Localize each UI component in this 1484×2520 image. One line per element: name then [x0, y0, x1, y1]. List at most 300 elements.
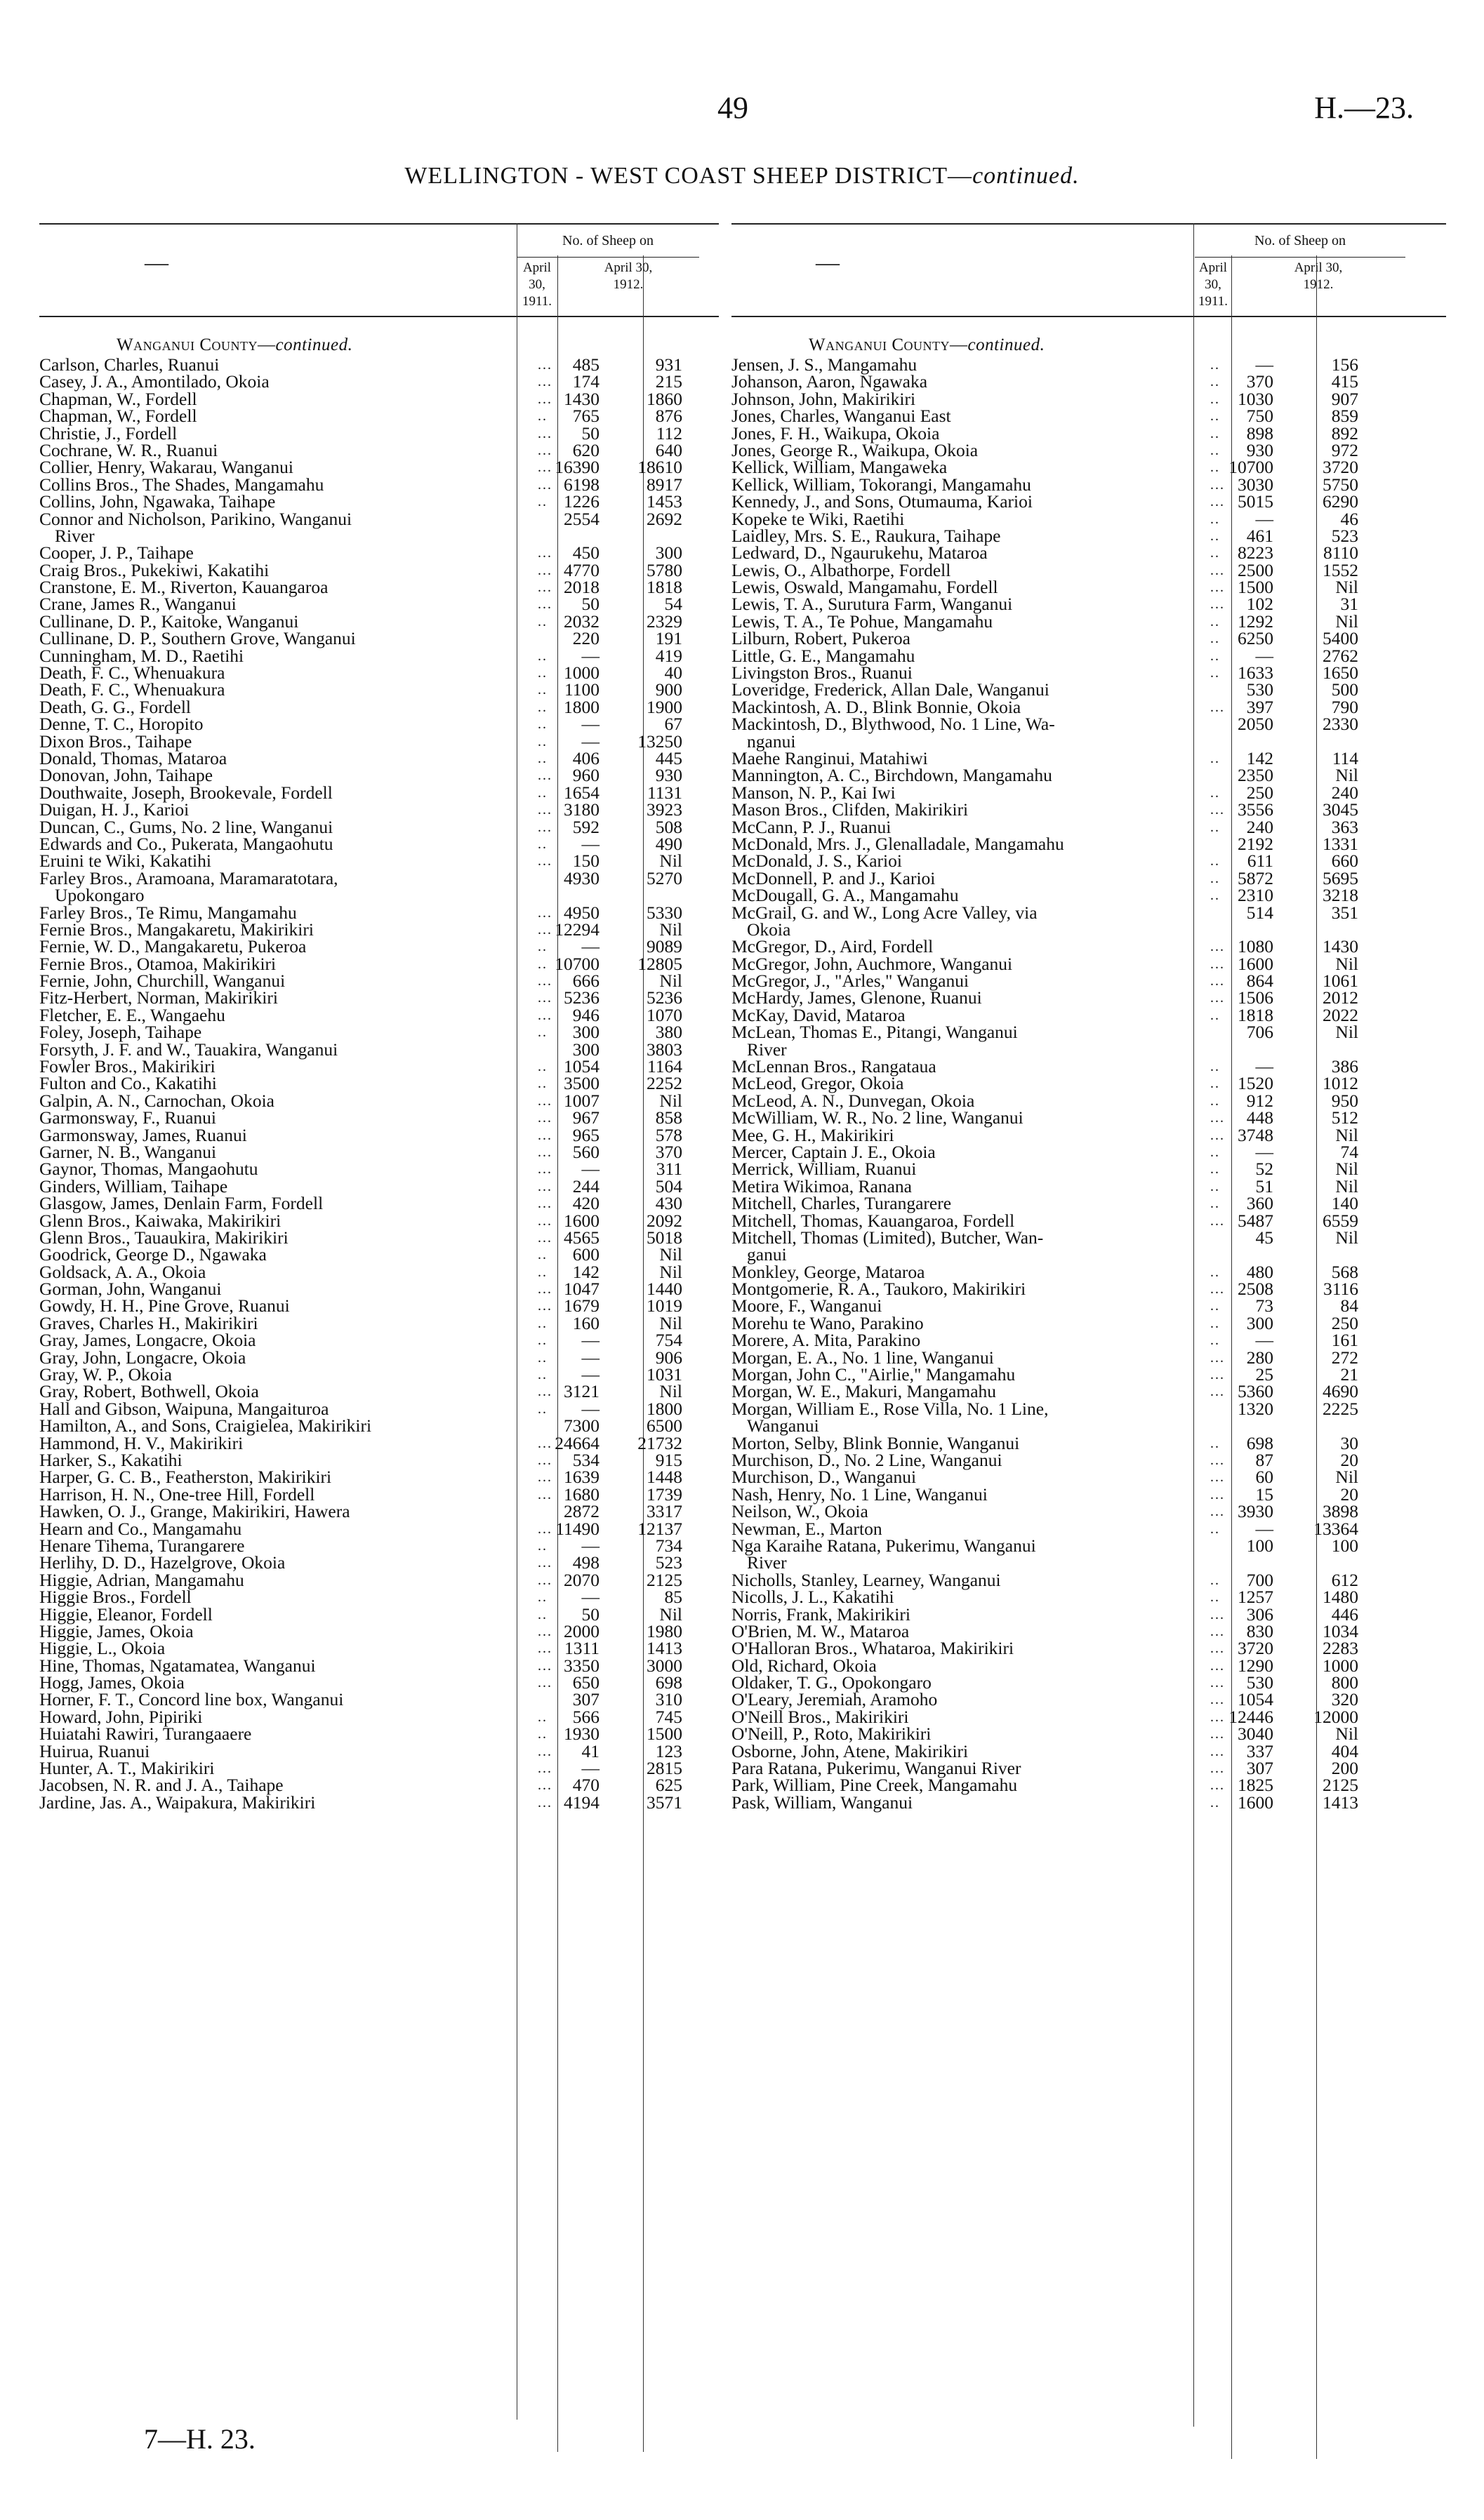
value-1912: 446 — [1331, 1604, 1358, 1625]
value-1911: 406 — [572, 747, 599, 768]
section-heading — [39, 334, 719, 356]
row-name: Ginders, William, Taihape — [39, 1175, 228, 1196]
row-name: Newman, E., Marton — [731, 1518, 882, 1539]
value-1911: 7300 — [564, 1415, 599, 1436]
value-1912: 3218 — [1323, 885, 1358, 906]
right-table — [731, 223, 1446, 1813]
value-1911: 1930 — [564, 1724, 599, 1745]
value-1911: 4770 — [564, 559, 599, 580]
value-1911: — — [581, 1159, 599, 1180]
value-1912: 31 — [1340, 594, 1358, 615]
leader-dots: .. — [538, 836, 548, 852]
row-name: Glenn Bros., Tauaukira, Makirikiri — [39, 1227, 289, 1248]
value-1912: 5330 — [647, 902, 682, 923]
value-1912: 1034 — [1323, 1620, 1358, 1641]
value-1911: 3180 — [564, 799, 599, 820]
leader-dots: ... — [1210, 494, 1225, 510]
value-1911: 1290 — [1238, 1655, 1273, 1676]
row-name: Collins, John, Ngawaka, Taihape — [39, 491, 276, 512]
row-name-continuation: Okoia — [747, 919, 791, 940]
row-name: Douthwaite, Joseph, Brookevale, Fordell — [39, 782, 333, 803]
table-header — [731, 223, 1446, 317]
leader-dots: ... — [538, 1281, 552, 1298]
value-1912: 2022 — [1323, 1004, 1358, 1025]
leader-dots: ... — [538, 1127, 552, 1143]
row-name: Death, F. C., Whenuakura — [39, 679, 225, 700]
value-1911: 1257 — [1238, 1587, 1273, 1608]
row-name: McDonnell, P. and J., Karioi — [731, 867, 936, 888]
value-1912: 2815 — [647, 1758, 682, 1779]
value-1911: 706 — [1246, 1022, 1273, 1043]
row-name: Lewis, Oswald, Mangamahu, Fordell — [731, 577, 998, 598]
row-name: Gowdy, H. H., Pine Grove, Ruanui — [39, 1295, 290, 1316]
leader-dots: .. — [1210, 888, 1220, 904]
value-1911: 52 — [1255, 1159, 1273, 1180]
leader-dots: ... — [1210, 1606, 1225, 1622]
value-1911: 142 — [572, 1261, 599, 1282]
leader-dots: .. — [538, 1367, 548, 1383]
row-name: Little, G. E., Mangamahu — [731, 645, 915, 666]
leader-dots: .. — [1210, 1093, 1220, 1109]
value-1912: 1448 — [647, 1467, 682, 1488]
value-1911: — — [581, 833, 599, 854]
row-name: Morgan, W. E., Makuri, Mangamahu — [731, 1381, 997, 1402]
row-name: Gray, James, Longacre, Okoia — [39, 1330, 256, 1351]
table-row — [39, 716, 719, 733]
row-name: Lewis, T. A., Surutura Farm, Wanganui — [731, 594, 1013, 615]
value-1911: 700 — [1246, 1569, 1273, 1590]
value-1911: 1047 — [564, 1279, 599, 1300]
value-1912: 1031 — [647, 1364, 682, 1385]
value-1911: 2554 — [564, 508, 599, 529]
leader-dots: .. — [538, 408, 548, 425]
value-1911: 41 — [581, 1740, 599, 1761]
value-1912: 140 — [1331, 1193, 1358, 1214]
value-1911: 4565 — [564, 1227, 599, 1248]
value-1912: 12805 — [637, 953, 682, 974]
header-line: 1912. — [613, 277, 644, 292]
leader-dots: ... — [1210, 1486, 1225, 1502]
value-1911: — — [581, 1330, 599, 1351]
value-1912: 419 — [655, 645, 682, 666]
value-1911: 6198 — [564, 474, 599, 495]
title-main: WELLINGTON - WEST COAST SHEEP DISTRICT— — [404, 163, 973, 189]
value-1911: 698 — [1246, 1432, 1273, 1453]
value-1912: 12137 — [637, 1518, 682, 1539]
value-1911: 2192 — [1238, 833, 1273, 854]
leader-dots: ... — [538, 1384, 552, 1400]
value-1911: 3556 — [1238, 799, 1273, 820]
leader-dots: ... — [1210, 1213, 1225, 1229]
value-1912: 112 — [656, 422, 682, 444]
row-name: Duncan, C., Gums, No. 2 line, Wanganui — [39, 816, 333, 837]
leader-dots: .. — [1210, 1572, 1220, 1588]
column-1912-header — [1231, 260, 1405, 293]
row-name: Christie, J., Fordell — [39, 422, 178, 444]
leader-dots: ... — [538, 1196, 552, 1212]
row-name: Mason Bros., Clifden, Makirikiri — [731, 799, 969, 820]
leader-dots: .. — [538, 1606, 548, 1622]
value-1911: — — [1255, 508, 1273, 529]
value-1911: 1292 — [1238, 611, 1273, 632]
table-row — [731, 1229, 1446, 1246]
leader-dots: ... — [538, 357, 552, 373]
value-1912: 363 — [1331, 816, 1358, 837]
leader-dots: ... — [1210, 973, 1225, 989]
footer-code: 7—H. 23. — [144, 2423, 256, 2455]
leader-dots: ... — [538, 374, 552, 390]
value-1911: 4950 — [564, 902, 599, 923]
value-1911: 5872 — [1238, 867, 1273, 888]
value-1912: 2225 — [1323, 1398, 1358, 1419]
value-1912: 1818 — [647, 577, 682, 598]
row-name: Chapman, W., Fordell — [39, 388, 197, 409]
value-1912: 2125 — [1323, 1775, 1358, 1796]
value-1911: 4930 — [564, 867, 599, 888]
row-name: Dixon Bros., Taihape — [39, 731, 192, 752]
leader-dots: ... — [538, 545, 552, 561]
value-1912: 5695 — [1323, 867, 1358, 888]
row-name: Mitchell, Thomas (Limited), Butcher, Wan- — [731, 1227, 1044, 1248]
value-1912: 84 — [1340, 1295, 1358, 1316]
row-name: Hammond, H. V., Makirikiri — [39, 1432, 244, 1453]
row-name: Connor and Nicholson, Parikino, Wanganui — [39, 508, 352, 529]
row-name: Harrison, H. N., One-tree Hill, Fordell — [39, 1484, 315, 1505]
leader-dots: ... — [538, 1641, 552, 1657]
value-1912: 1739 — [647, 1484, 682, 1505]
value-1912: 578 — [655, 1124, 682, 1145]
leader-dots: ... — [538, 1555, 552, 1571]
row-name: Kopeke te Wiki, Raetihi — [731, 508, 905, 529]
value-1912: 698 — [655, 1672, 682, 1693]
row-name: Higgie, James, Okoia — [39, 1620, 194, 1641]
value-1912: 9089 — [647, 936, 682, 957]
table-row — [39, 1794, 719, 1811]
value-1912: 1453 — [647, 491, 682, 512]
leader-dots: ... — [1210, 956, 1225, 972]
row-name: Fernie Bros., Mangakaretu, Makirikiri — [39, 919, 314, 940]
row-name: McGregor, John, Auchmore, Wanganui — [731, 953, 1013, 974]
value-1911: 1080 — [1238, 936, 1273, 957]
value-1912: 21 — [1340, 1364, 1358, 1385]
value-1911: 3350 — [564, 1655, 599, 1676]
value-1912: 500 — [1331, 679, 1358, 700]
row-name: Morgan, William E., Rose Villa, No. 1 Line, — [731, 1398, 1049, 1419]
leader-dots: ... — [1210, 990, 1225, 1006]
value-1912: Nil — [659, 971, 682, 992]
value-1911: 480 — [1246, 1261, 1273, 1282]
table-row — [731, 801, 1446, 818]
value-1912: 445 — [655, 747, 682, 768]
value-1912: 4690 — [1323, 1381, 1358, 1402]
row-name: Higgie Bros., Fordell — [39, 1587, 192, 1608]
value-1912: Nil — [1335, 953, 1358, 974]
leader-dots: .. — [1210, 750, 1220, 766]
leader-dots: .. — [1210, 408, 1220, 425]
leader-dots: ... — [538, 476, 552, 493]
value-1911: 142 — [1246, 747, 1273, 768]
row-name: Fernie, W. D., Mangakaretu, Pukeroa — [39, 936, 307, 957]
row-name: Johnson, John, Makirikiri — [731, 388, 916, 409]
value-1912: 504 — [655, 1175, 682, 1196]
value-1912: 3045 — [1323, 799, 1358, 820]
value-1911: 87 — [1255, 1450, 1273, 1470]
value-1912: 1019 — [647, 1295, 682, 1316]
value-1912: 490 — [655, 833, 682, 854]
row-name: Mercer, Captain J. E., Okoia — [731, 1141, 936, 1162]
table-body — [731, 334, 1446, 1811]
column-1912-header — [557, 260, 699, 293]
value-1912: 20 — [1340, 1450, 1358, 1470]
leader-dots: ... — [1210, 580, 1225, 596]
value-1911: 1000 — [564, 662, 599, 684]
row-name: Chapman, W., Fordell — [39, 406, 197, 427]
leader-dots: .. — [538, 1059, 548, 1075]
row-name: McGregor, J., "Arles," Wanganui — [731, 971, 969, 992]
leader-dots: .. — [538, 494, 548, 510]
row-name: Fowler Bros., Makirikiri — [39, 1056, 216, 1077]
leader-dots: .. — [1210, 1178, 1220, 1194]
title-continued: continued. — [972, 163, 1080, 189]
value-1912: 859 — [1331, 406, 1358, 427]
value-1911: 898 — [1246, 422, 1273, 444]
leader-dots: ... — [538, 1486, 552, 1502]
row-name: Goldsack, A. A., Okoia — [39, 1261, 206, 1282]
value-1911: — — [581, 1398, 599, 1419]
row-name: Glenn Bros., Kaiwaka, Makirikiri — [39, 1210, 281, 1231]
leader-dots: ... — [538, 391, 552, 407]
leader-dots: ... — [1210, 1761, 1225, 1777]
row-name: Jensen, J. S., Mangamahu — [731, 354, 917, 375]
leader-dots: .. — [538, 785, 548, 801]
value-1912: Nil — [1335, 1022, 1358, 1043]
value-1912: 931 — [655, 354, 682, 375]
leader-dots: ... — [538, 1213, 552, 1229]
row-name: Mitchell, Thomas, Kauangaroa, Fordell — [731, 1210, 1015, 1231]
row-name: Graves, Charles H., Makirikiri — [39, 1312, 258, 1333]
row-name: Loveridge, Frederick, Allan Dale, Wanganui — [731, 679, 1049, 700]
value-1911: 3720 — [1238, 1638, 1273, 1659]
value-1911: 397 — [1246, 696, 1273, 717]
row-name: McDougall, G. A., Mangamahu — [731, 885, 959, 906]
table-row — [731, 1589, 1446, 1606]
value-1912: 370 — [655, 1141, 682, 1162]
row-name: Harper, G. C. B., Featherston, Makirikiri — [39, 1467, 332, 1488]
table-row — [731, 1503, 1446, 1520]
value-1912: Nil — [659, 1090, 682, 1111]
row-name: Cullinane, D. P., Kaitoke, Wanganui — [39, 611, 299, 632]
value-1912: 523 — [655, 1552, 682, 1573]
row-name: Cochrane, W. R., Ruanui — [39, 439, 218, 460]
value-1912: 114 — [1332, 747, 1358, 768]
row-name: Nicolls, J. L., Kakatihi — [731, 1587, 894, 1608]
leader-dots: ... — [538, 921, 552, 938]
row-name: Craig Bros., Pukekiwi, Kakatihi — [39, 559, 270, 580]
leader-dots: ... — [538, 1178, 552, 1194]
leader-dots: .. — [1210, 460, 1220, 476]
row-name: Fletcher, E. E., Wangaehu — [39, 1004, 225, 1025]
value-1911: 8223 — [1238, 542, 1273, 564]
value-1912: 1552 — [1323, 559, 1358, 580]
row-name: O'Leary, Jeremiah, Aramoho — [731, 1689, 938, 1710]
value-1911: 530 — [1246, 679, 1273, 700]
leader-dots: ... — [538, 990, 552, 1006]
row-name: Hunter, A. T., Makirikiri — [39, 1758, 215, 1779]
leader-dots: .. — [538, 1709, 548, 1725]
row-name: Maehe Ranginui, Matahiwi — [731, 747, 928, 768]
value-1912: 67 — [664, 714, 682, 735]
leader-dots: .. — [1210, 853, 1220, 869]
table-row — [731, 1398, 1446, 1419]
value-1912: 3317 — [647, 1501, 682, 1522]
value-1911: 461 — [1246, 525, 1273, 546]
value-1911: — — [581, 1347, 599, 1368]
column-group-label: No. of Sheep on — [517, 225, 699, 258]
row-name: Garmonsway, James, Ruanui — [39, 1124, 247, 1145]
row-name-continuation: River — [55, 525, 95, 546]
value-1911: 300 — [572, 1022, 599, 1043]
row-name: Kellick, William, Tokorangi, Mangamahu — [731, 474, 1031, 495]
leader-dots: ... — [538, 460, 552, 476]
value-1912: 320 — [1331, 1689, 1358, 1710]
value-1912: 900 — [655, 679, 682, 700]
value-1911: 650 — [572, 1672, 599, 1693]
table-row — [39, 1589, 719, 1606]
row-name: Hamilton, A., and Sons, Craigielea, Makirikiri — [39, 1415, 372, 1436]
row-name: Monkley, George, Mataroa — [731, 1261, 925, 1282]
value-1911: 2050 — [1238, 714, 1273, 735]
table-row — [39, 630, 719, 647]
leader-dots: .. — [1210, 819, 1220, 835]
value-1911: 50 — [581, 594, 599, 615]
value-1911: 1506 — [1238, 987, 1273, 1008]
value-1911: 5015 — [1238, 491, 1273, 512]
value-1912: 512 — [1331, 1107, 1358, 1128]
leader-dots: .. — [538, 1726, 548, 1742]
leader-dots: .. — [538, 1349, 548, 1366]
row-name: Oldaker, T. G., Opokongaro — [731, 1672, 932, 1693]
leader-dots: ... — [1210, 1367, 1225, 1383]
value-1912: 660 — [1331, 851, 1358, 872]
row-name: Forsyth, J. F. and W., Tauakira, Wanganui — [39, 1039, 338, 1060]
leader-dots: .. — [1210, 1315, 1220, 1331]
row-name: Collier, Henry, Wakarau, Wanganui — [39, 457, 293, 478]
value-1911: 24664 — [555, 1432, 599, 1453]
row-name: Huirua, Ruanui — [39, 1740, 150, 1761]
value-1912: 415 — [1331, 371, 1358, 392]
leader-dots: .. — [1210, 665, 1220, 681]
leader-dots: .. — [538, 665, 548, 681]
value-1912: 123 — [655, 1740, 682, 1761]
value-1912: 351 — [1331, 902, 1358, 923]
row-name: Eruini te Wiki, Kakatihi — [39, 851, 211, 872]
value-1912: Nil — [1335, 611, 1358, 632]
value-1912: 200 — [1331, 1758, 1358, 1779]
leader-dots: ... — [538, 1229, 552, 1246]
value-1911: 1226 — [564, 491, 599, 512]
leader-dots: ... — [1210, 476, 1225, 493]
value-1911: 100 — [1246, 1535, 1273, 1556]
value-1911: 50 — [581, 422, 599, 444]
value-1911: 2508 — [1238, 1279, 1273, 1300]
row-name: Hine, Thomas, Ngatamatea, Wanganui — [39, 1655, 316, 1676]
leader-dots: .. — [1210, 1264, 1220, 1280]
row-name: Fernie Bros., Otamoa, Makirikiri — [39, 953, 277, 974]
row-name: Herlihy, D. D., Hazelgrove, Okoia — [39, 1552, 286, 1573]
value-1911: 470 — [572, 1775, 599, 1796]
value-1911: 600 — [572, 1244, 599, 1265]
value-1912: 1131 — [647, 782, 682, 803]
row-name: Jardine, Jas. A., Waipakura, Makirikiri — [39, 1792, 316, 1813]
value-1911: — — [581, 1758, 599, 1779]
value-1911: 60 — [1255, 1467, 1273, 1488]
leader-dots: .. — [1210, 442, 1220, 458]
row-name: Donald, Thomas, Mataroa — [39, 747, 227, 768]
leader-dots: .. — [538, 1333, 548, 1349]
table-row — [39, 1109, 719, 1126]
value-1912: 1000 — [1323, 1655, 1358, 1676]
value-1912: 20 — [1340, 1484, 1358, 1505]
value-1911: 174 — [572, 371, 599, 392]
leader-dots: .. — [538, 939, 548, 955]
row-name: Hearn and Co., Mangamahu — [39, 1518, 242, 1539]
value-1912: 13250 — [637, 731, 682, 752]
row-name: Pask, William, Wanganui — [731, 1792, 913, 1813]
value-1912: 21732 — [637, 1432, 682, 1453]
value-1912: 5400 — [1323, 628, 1358, 649]
value-1911: 912 — [1246, 1090, 1273, 1111]
value-1911: 12294 — [555, 919, 599, 940]
value-1912: 54 — [664, 594, 682, 615]
leader-dots: ... — [1210, 1778, 1225, 1794]
value-1911: 5236 — [564, 987, 599, 1008]
value-1911: 1680 — [564, 1484, 599, 1505]
leader-dots: .. — [538, 1025, 548, 1041]
value-1912: 523 — [1331, 525, 1358, 546]
value-1912: 876 — [655, 406, 682, 427]
value-1912: 74 — [1340, 1141, 1358, 1162]
leader-dots: ... — [538, 1778, 552, 1794]
row-name: Garner, N. B., Wanganui — [39, 1141, 217, 1162]
table-row — [731, 1332, 1446, 1349]
value-1911: 3030 — [1238, 474, 1273, 495]
value-1912: Nil — [1335, 1724, 1358, 1745]
value-1911: 967 — [572, 1107, 599, 1128]
value-1911: 240 — [1246, 816, 1273, 837]
value-1912: Nil — [659, 1261, 682, 1282]
value-1912: 8110 — [1323, 542, 1358, 564]
value-1911: 864 — [1246, 971, 1273, 992]
value-1912: 100 — [1331, 1535, 1358, 1556]
table-row — [731, 1195, 1446, 1212]
leader-dots: .. — [1210, 425, 1220, 441]
table-row — [731, 1024, 1446, 1041]
value-1911: 307 — [572, 1689, 599, 1710]
document-code: H.—23. — [1314, 91, 1414, 125]
row-name: Moore, F., Wanganui — [731, 1295, 882, 1316]
leader-dots: ... — [538, 1761, 552, 1777]
leader-dots: ... — [538, 1469, 552, 1486]
value-1911: 666 — [572, 971, 599, 992]
value-1911: 592 — [572, 816, 599, 837]
row-name: Cranstone, E. M., Riverton, Kauangaroa — [39, 577, 329, 598]
value-1911: — — [581, 645, 599, 666]
value-1912: Nil — [1335, 1159, 1358, 1180]
value-1911: 73 — [1255, 1295, 1273, 1316]
row-name: Foley, Joseph, Taihape — [39, 1022, 202, 1043]
value-1912: 790 — [1331, 696, 1358, 717]
row-name: Manson, N. P., Kai Iwi — [731, 782, 896, 803]
